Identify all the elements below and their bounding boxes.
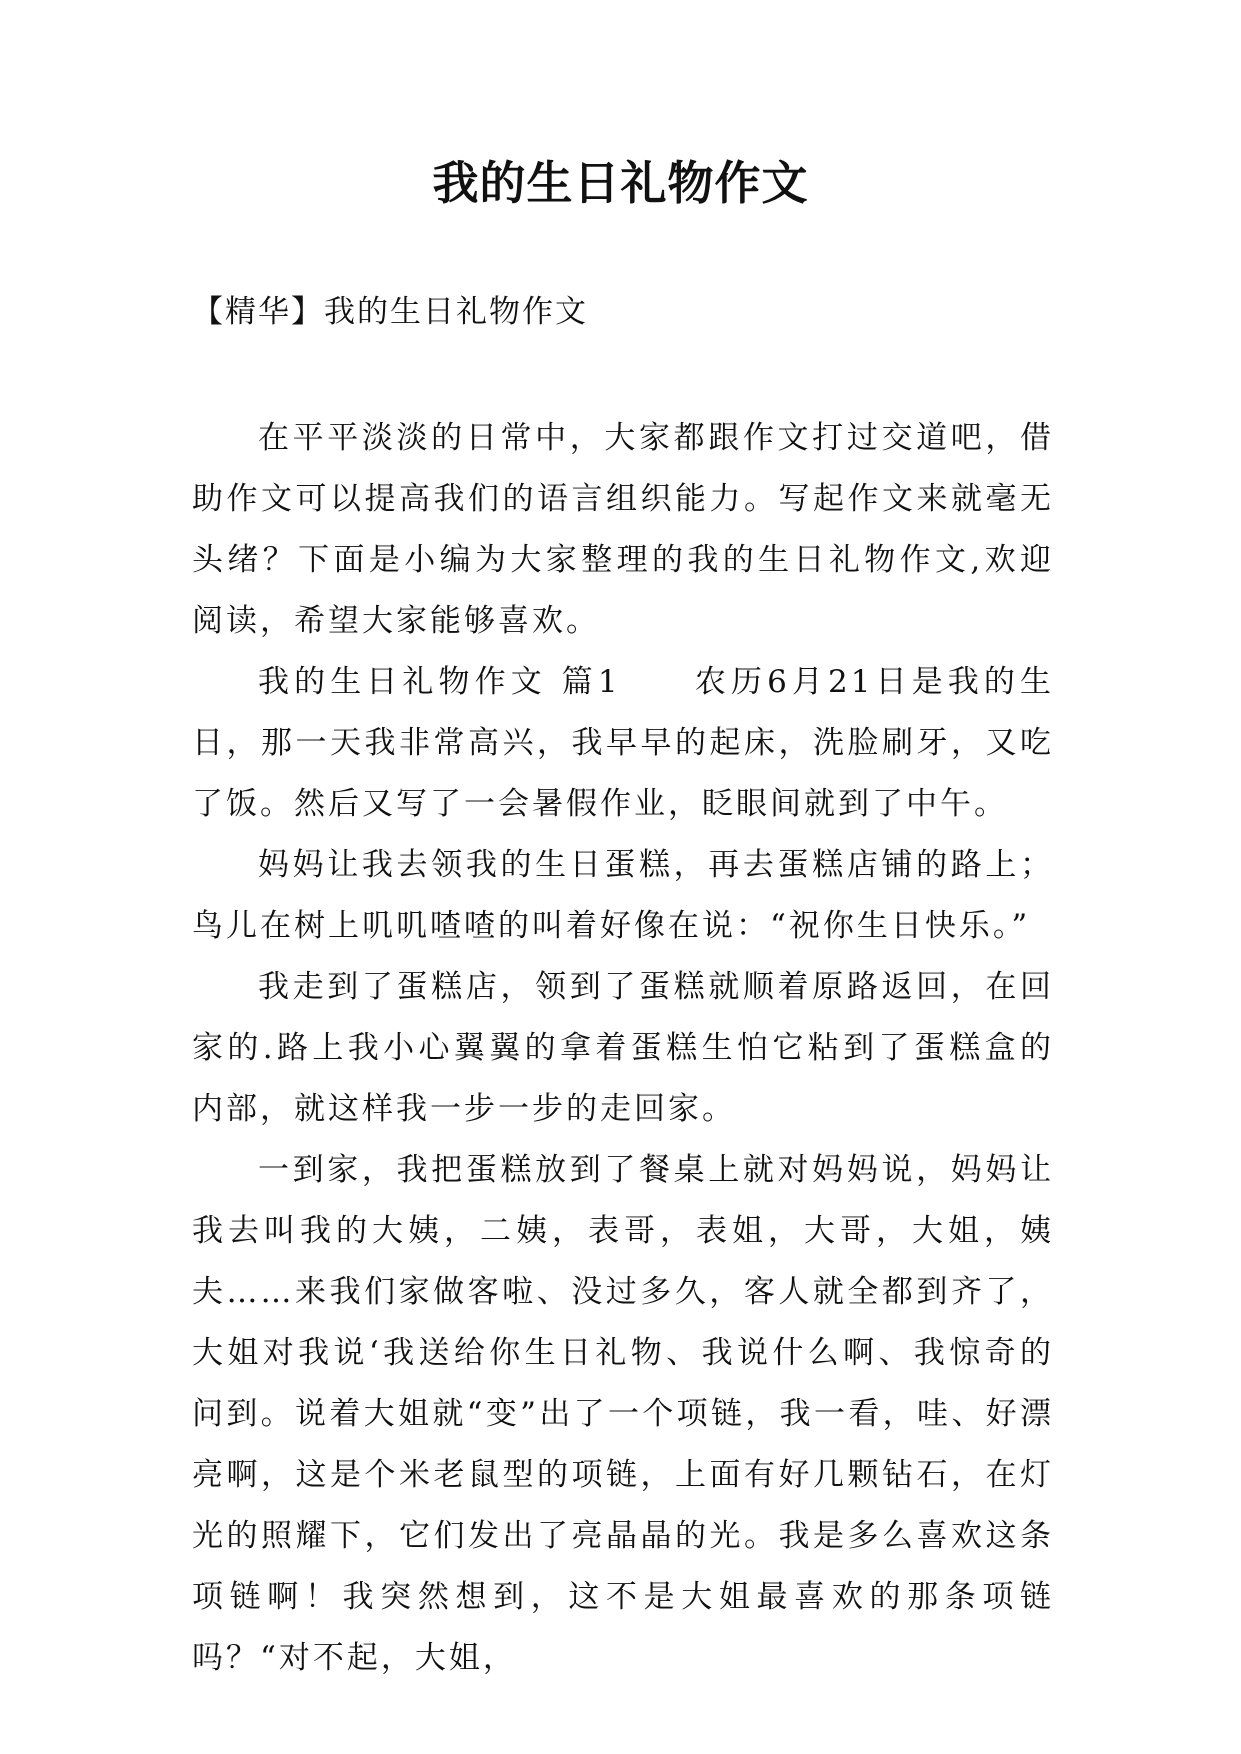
paragraph-essay-opening: 我的生日礼物作文 篇1 农历6月21日是我的生日，那一天我非常高兴，我早早的起床，洗脸刷牙，又吃了饭。然后又写了一会暑假作业，眨眼间就到了中午。: [192, 664, 1054, 822]
paragraph-intro: 在平平淡淡的日常中，大家都跟作文打过交道吧，借助作文可以提高我们的语言组织能力。写起作文来就毫无头绪？下面是小编为大家整理的我的生日礼物作文,欢迎阅读，希望大家能够喜欢。: [192, 420, 1054, 639]
document-subtitle: 【精华】我的生日礼物作文: [192, 294, 588, 330]
document-body: [192, 408, 1054, 1689]
paragraph-necklace-gift: 一到家，我把蛋糕放到了餐桌上就对妈妈说，妈妈让我去叫我的大姨，二姨，表哥，表姐，大哥，大姐，姨夫……来我们家做客啦、没过多久，客人就全都到齐了，大姐对我说‘我送给你生日礼物、我说什么啊、我惊奇的问到。说着大姐就“变”出了一个项链，我一看，哇、好漂亮啊，这是个米老鼠型的项链，上面有好几颗钻石，在灯光的照耀下，它们发出了亮晶晶的光。我是多么喜欢这条项链啊！我突然想到，这不是大姐最喜欢的那条项链吗？“对不起，大姐，: [192, 1152, 1054, 1676]
paragraph-return-home: 我走到了蛋糕店，领到了蛋糕就顺着原路返回，在回家的.路上我小心翼翼的拿着蛋糕生怕它粘到了蛋糕盒的内部，就这样我一步一步的走回家。: [192, 969, 1054, 1127]
paragraph-cake-errand: 妈妈让我去领我的生日蛋糕，再去蛋糕店铺的路上；鸟儿在树上叽叽喳喳的叫着好像在说：“祝你生日快乐。”: [192, 847, 1054, 944]
document-title: 我的生日礼物作文: [432, 156, 809, 210]
